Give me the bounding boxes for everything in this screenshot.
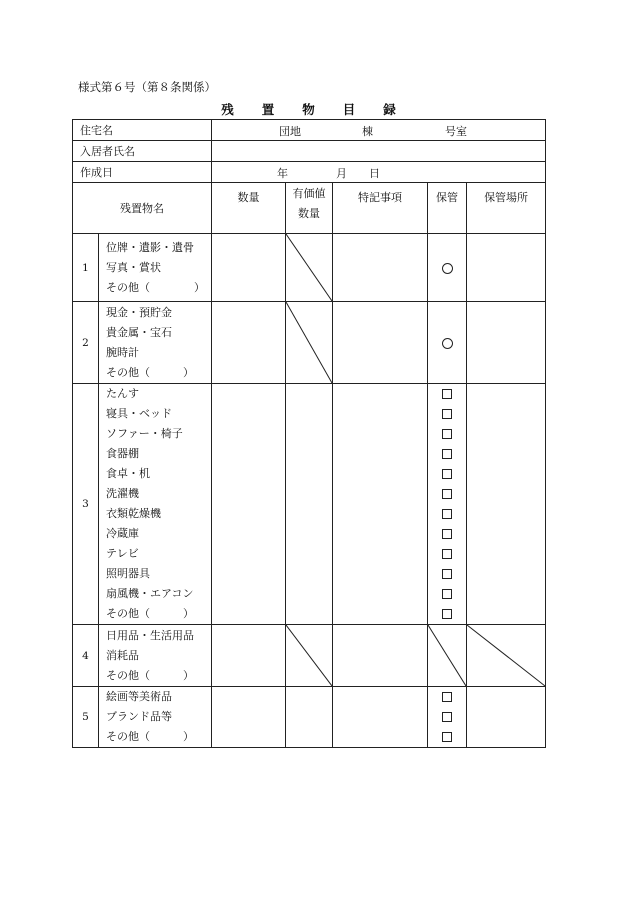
group-number: 3	[73, 384, 99, 625]
checkbox-icon[interactable]	[442, 712, 452, 722]
checkbox-icon[interactable]	[442, 609, 452, 619]
valuable-quantity-crossed	[286, 302, 333, 384]
tenant-label: 入居者氏名	[73, 141, 212, 162]
year-unit: 年	[277, 167, 289, 180]
item-label: たんす	[106, 387, 139, 400]
group-row	[73, 234, 546, 302]
checkbox-icon[interactable]	[442, 489, 452, 499]
group-number: 5	[73, 687, 99, 748]
date-field[interactable]	[212, 162, 546, 183]
residence-field[interactable]	[212, 120, 546, 141]
checkbox-icon[interactable]	[442, 589, 452, 599]
item-label: 写真・賞状	[106, 260, 161, 274]
item-label: 現金・預貯金	[106, 305, 172, 319]
column-header-row	[73, 183, 546, 234]
inventory-table	[72, 119, 546, 748]
tou-unit: 棟	[362, 125, 374, 138]
item-label: 洗濯機	[106, 487, 139, 500]
residence-label: 住宅名	[73, 120, 212, 141]
notes-cell[interactable]	[333, 384, 428, 625]
group-number: 2	[73, 302, 99, 384]
checkbox-icon[interactable]	[442, 692, 452, 702]
checkbox-icon[interactable]	[442, 509, 452, 519]
checkbox-icon[interactable]	[442, 389, 452, 399]
checkbox-icon[interactable]	[442, 529, 452, 539]
title-char: 置	[261, 102, 275, 117]
storage-crossed	[428, 625, 467, 687]
storage-cell	[428, 687, 467, 748]
storage-cell	[428, 302, 467, 384]
title-char: 目	[342, 102, 356, 117]
circle-mark-icon	[442, 263, 453, 274]
col-notes: 特記事項	[333, 183, 428, 234]
valuable-quantity-crossed	[286, 234, 333, 302]
item-label: 腕時計	[106, 345, 139, 359]
page-title	[72, 100, 545, 118]
quantity-cell[interactable]	[212, 234, 286, 302]
date-row	[73, 162, 546, 183]
item-label: 冷蔵庫	[106, 527, 139, 540]
item-label: その他（ ）	[106, 668, 194, 682]
valuable-quantity-cell[interactable]	[286, 384, 333, 625]
checkbox-icon[interactable]	[442, 469, 452, 479]
date-label: 作成日	[73, 162, 212, 183]
storage-cell	[428, 384, 467, 625]
col-valuable-line1: 有価値	[292, 187, 326, 200]
danchi-unit: 団地	[279, 125, 302, 138]
col-valuable-quantity	[286, 183, 333, 234]
valuable-quantity-crossed	[286, 625, 333, 687]
group-items	[99, 302, 212, 384]
item-label: ソファー・椅子	[106, 427, 183, 440]
storage-place-cell[interactable]	[467, 302, 546, 384]
quantity-cell[interactable]	[212, 384, 286, 625]
col-quantity: 数量	[212, 183, 286, 234]
item-label: その他（ ）	[106, 280, 205, 294]
item-label: ブランド品等	[106, 710, 172, 723]
tenant-row	[73, 141, 546, 162]
day-unit: 日	[369, 167, 381, 180]
item-label: 扇風機・エアコン	[106, 587, 194, 600]
item-label: 貴金属・宝石	[106, 325, 172, 339]
storage-place-crossed	[467, 625, 546, 687]
notes-cell[interactable]	[333, 234, 428, 302]
quantity-cell[interactable]	[212, 687, 286, 748]
col-item-name: 残置物名	[73, 183, 212, 234]
storage-place-cell[interactable]	[467, 234, 546, 302]
item-label: その他（ ）	[106, 365, 194, 379]
group-items	[99, 384, 212, 625]
group-row	[73, 687, 546, 748]
item-label: 日用品・生活用品	[106, 628, 194, 642]
goshitsu-unit: 号室	[445, 125, 468, 138]
form-number: 様式第６号（第８条関係）	[78, 80, 216, 94]
title-char: 録	[383, 102, 396, 117]
notes-cell[interactable]	[333, 687, 428, 748]
notes-cell[interactable]	[333, 302, 428, 384]
group-number: 1	[73, 234, 99, 302]
circle-mark-icon	[442, 338, 453, 349]
storage-place-cell[interactable]	[467, 384, 546, 625]
storage-cell	[428, 234, 467, 302]
group-row	[73, 384, 546, 625]
checkbox-icon[interactable]	[442, 549, 452, 559]
group-number: 4	[73, 625, 99, 687]
group-items	[99, 234, 212, 302]
col-storage-place: 保管場所	[467, 183, 546, 234]
col-storage: 保管	[428, 183, 467, 234]
group-row	[73, 302, 546, 384]
title-char: 物	[302, 102, 315, 117]
storage-place-cell[interactable]	[467, 687, 546, 748]
item-label: 位牌・遺影・遺骨	[106, 240, 194, 254]
checkbox-icon[interactable]	[442, 569, 452, 579]
col-valuable-line2: 数量	[298, 207, 321, 220]
item-label: その他（ ）	[106, 607, 194, 620]
item-label: テレビ	[106, 547, 139, 560]
residence-row	[73, 120, 546, 141]
item-label: 食器棚	[106, 447, 139, 460]
checkbox-icon[interactable]	[442, 449, 452, 459]
quantity-cell[interactable]	[212, 302, 286, 384]
checkbox-icon[interactable]	[442, 429, 452, 439]
month-unit: 月	[336, 167, 348, 180]
item-label: 照明器具	[106, 567, 150, 580]
quantity-cell[interactable]	[212, 625, 286, 687]
group-items	[99, 687, 212, 748]
title-char: 残	[221, 102, 234, 117]
valuable-quantity-cell[interactable]	[286, 687, 333, 748]
item-label: 食卓・机	[106, 467, 150, 480]
checkbox-icon[interactable]	[442, 409, 452, 419]
item-label: その他（ ）	[106, 730, 194, 743]
item-label: 消耗品	[106, 648, 139, 662]
item-label: 絵画等美術品	[106, 690, 172, 703]
notes-cell[interactable]	[333, 625, 428, 687]
group-row	[73, 625, 546, 687]
tenant-name-field[interactable]	[212, 141, 546, 162]
checkbox-icon[interactable]	[442, 732, 452, 742]
group-items	[99, 625, 212, 687]
item-label: 寝具・ベッド	[106, 407, 172, 420]
item-label: 衣類乾燥機	[106, 507, 161, 520]
